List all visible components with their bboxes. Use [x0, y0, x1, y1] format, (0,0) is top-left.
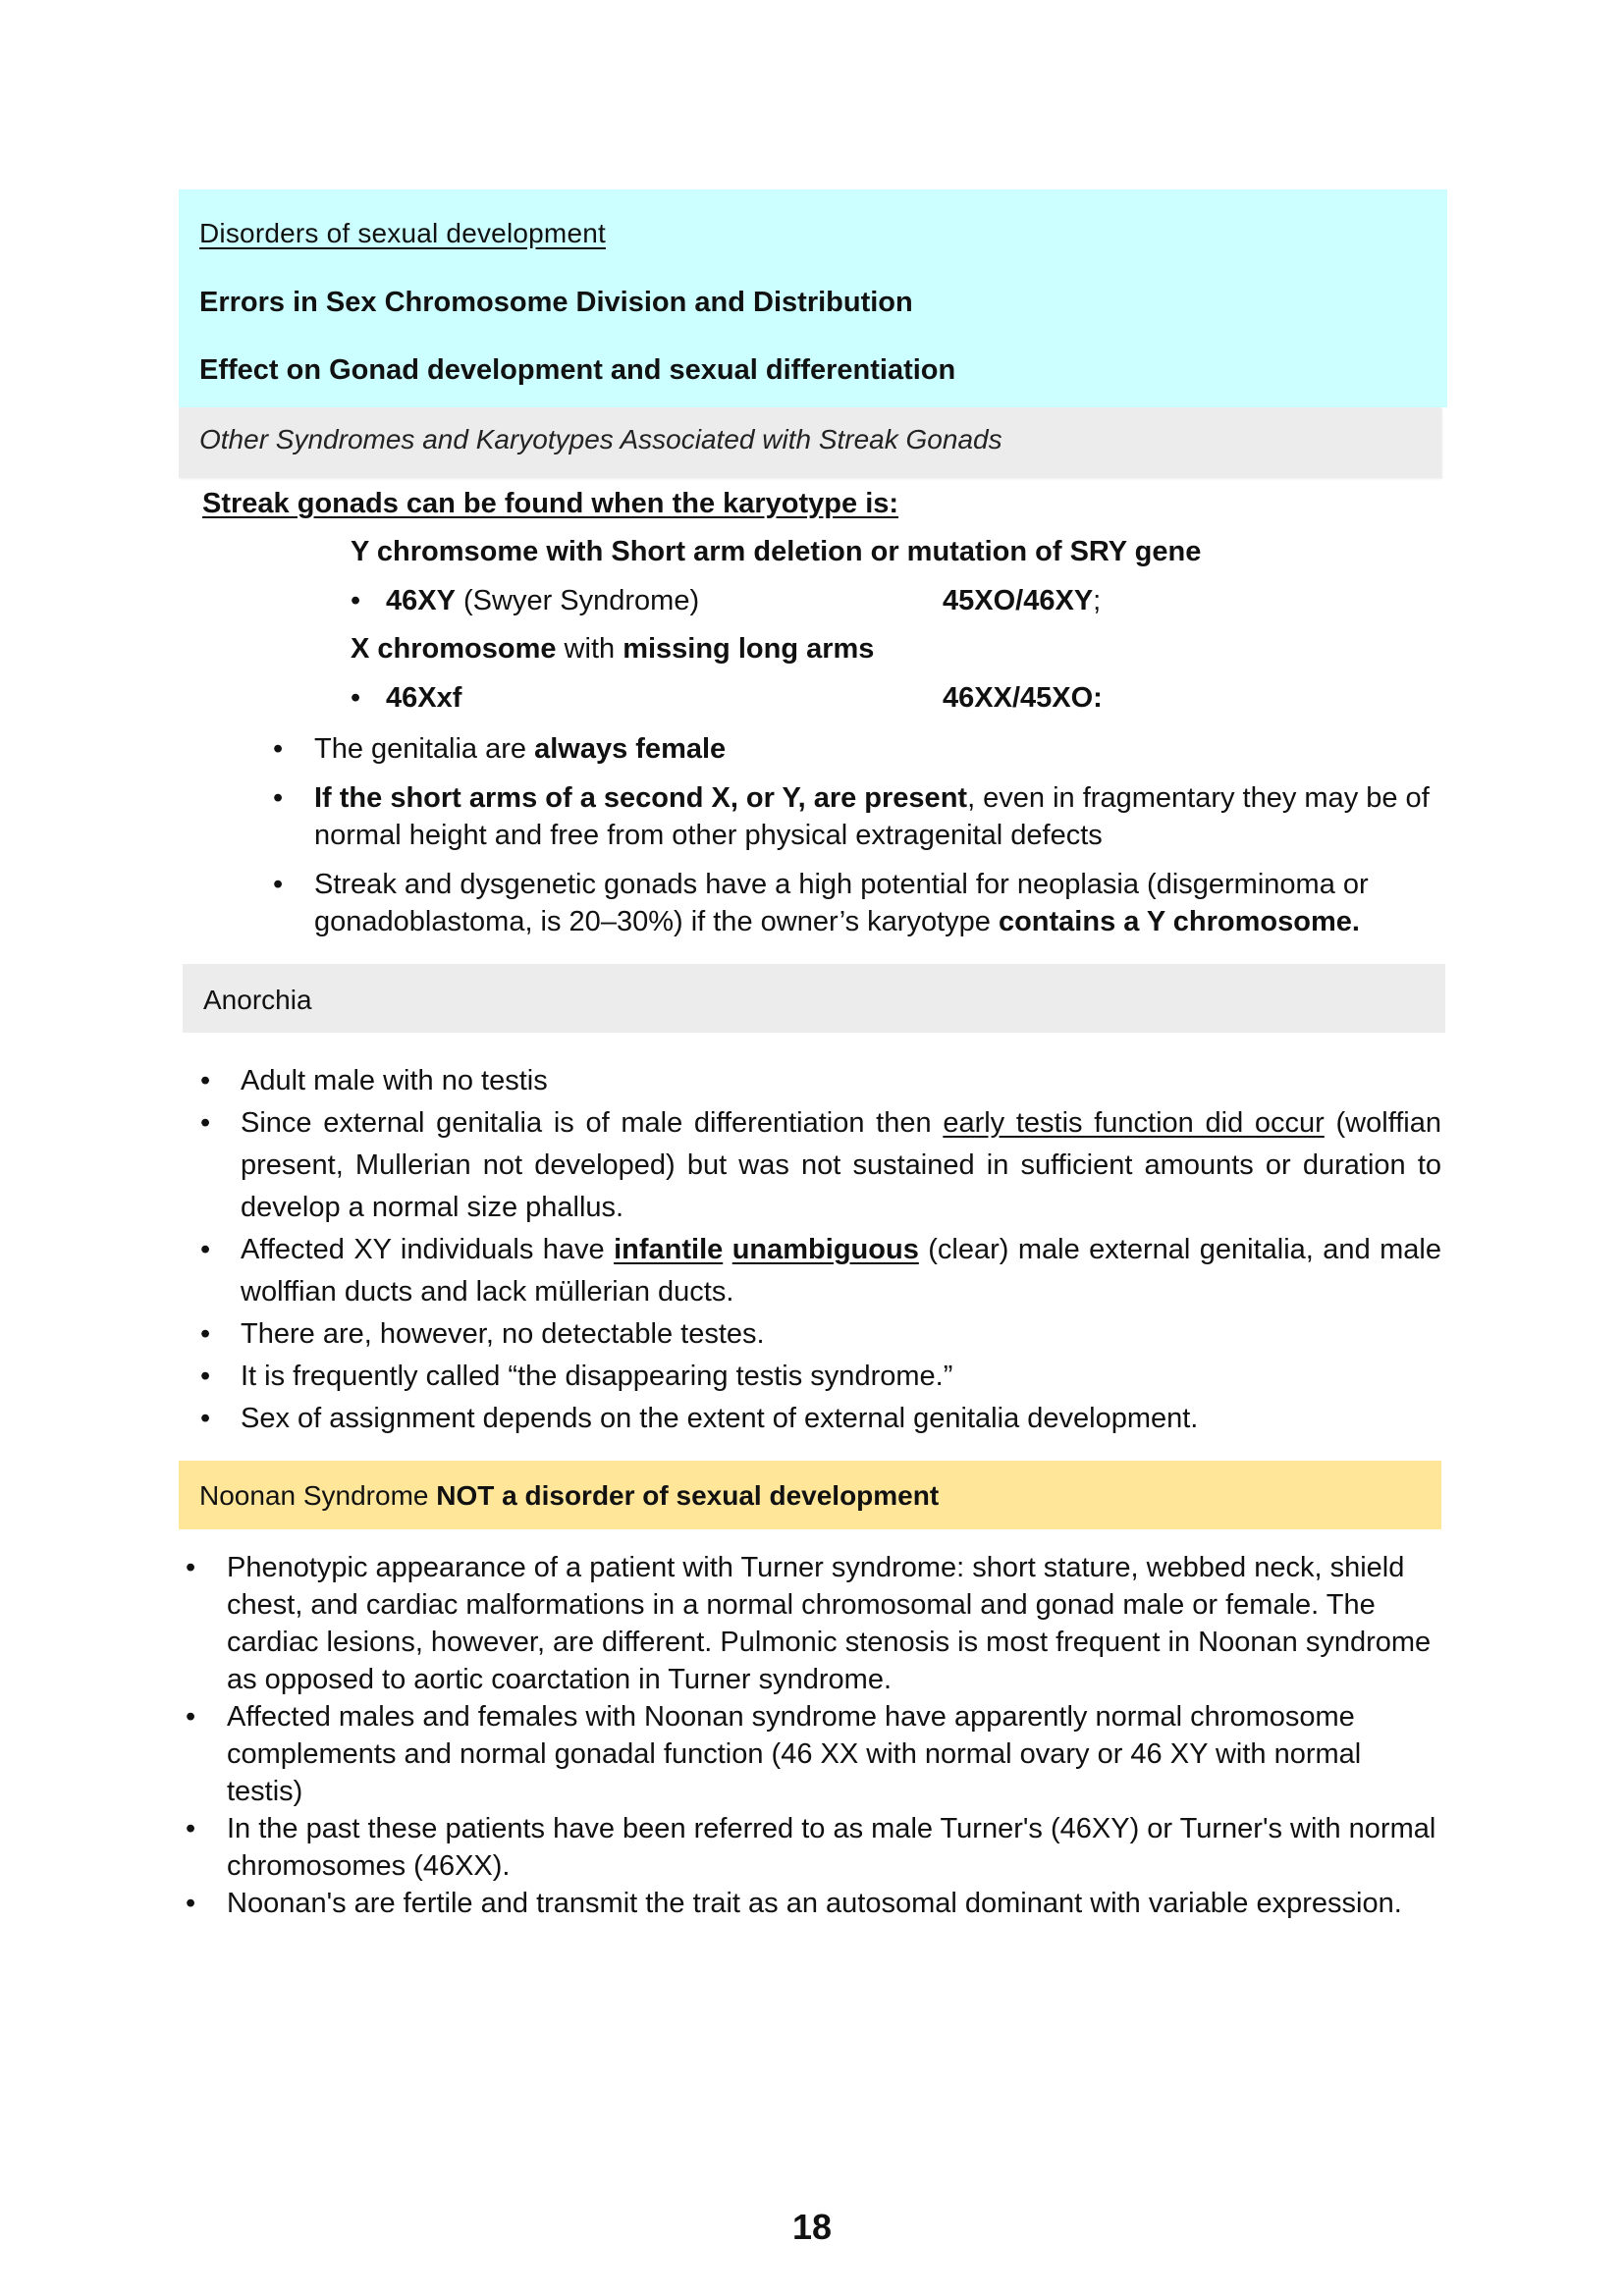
- list-item: • Since external genitalia is of male differentiation then early testis function did occur (wolffian present, Mullerian not developed) but was not sustained in sufficient amounts or duration to develop a normal size phallus.: [200, 1102, 1441, 1229]
- karyotype-46xy: [351, 585, 699, 617]
- list-item: • The genitalia are always female: [273, 730, 1451, 768]
- karyotype-45xo-punct: ;: [1093, 585, 1102, 616]
- section-heading-streak: Other Syndromes and Karyotypes Associated with Streak Gonads: [199, 424, 1002, 454]
- streak-points-list: [273, 730, 1451, 952]
- streak-heading: Streak gonads can be found when the karyotype is:: [202, 488, 899, 519]
- x-chromosome-line: [351, 633, 874, 666]
- list-item: • There are, however, no detectable testes.: [200, 1313, 1441, 1356]
- bullet-icon: •: [351, 585, 361, 616]
- noonan-heading-plain: Noonan Syndrome: [199, 1480, 437, 1511]
- document-title: Disorders of sexual development: [199, 218, 606, 248]
- karyotype-46xxf: [351, 682, 461, 715]
- anorchia-points-list: [200, 1060, 1441, 1440]
- karyotype-45xo-46xy: [943, 585, 1101, 617]
- list-item: • Phenotypic appearance of a patient with Turner syndrome: short stature, webbed neck, shield chest, and cardiac malformations in a normal chromosomal and gonad male or female. The cardiac lesions, however, are different. Pulmonic stenosis is most frequent in Noonan syndrome as opposed to aortic coarctation in Turner syndrome.: [186, 1549, 1442, 1698]
- noonan-heading-bold: NOT a disorder of sexual development: [436, 1480, 940, 1511]
- bullet-icon: •: [351, 682, 361, 714]
- list-item: • Noonan's are fertile and transmit the trait as an autosomal dominant with variable expression.: [186, 1885, 1442, 1922]
- header-subtitle-1: Errors in Sex Chromosome Division and Distribution: [199, 287, 913, 318]
- x-chromosome-label: X chromosome: [351, 633, 557, 665]
- karyotype-46xy-note: (Swyer Syndrome): [455, 585, 700, 616]
- noonan-heading: [199, 1480, 939, 1512]
- anorchia-heading-bar: [183, 964, 1445, 1033]
- list-item: • Adult male with no testis: [200, 1060, 1441, 1102]
- noonan-points-list: [186, 1549, 1442, 1922]
- y-chromosome-line: Y chromsome with Short arm deletion or mutation of SRY gene: [351, 536, 1202, 567]
- anorchia-heading: Anorchia: [203, 985, 312, 1015]
- list-item: • Streak and dysgenetic gonads have a high potential for neoplasia (disgerminoma or gonadoblastoma, is 20–30%) if the owner’s karyotype contains a Y chromosome.: [273, 866, 1451, 940]
- list-item: • Affected XY individuals have infantile unambiguous (clear) male external genitalia, and male wolffian ducts and lack müllerian ducts.: [200, 1229, 1441, 1313]
- x-chromosome-mid: with: [556, 633, 623, 665]
- list-item: • It is frequently called “the disappearing testis syndrome.”: [200, 1356, 1441, 1398]
- karyotype-46xxf-label: 46Xxf: [386, 682, 462, 714]
- list-item: • If the short arms of a second X, or Y, are present, even in fragmentary they may be of normal height and free from other physical extragenital defects: [273, 779, 1451, 854]
- header-subtitle-2: Effect on Gonad development and sexual differentiation: [199, 354, 956, 386]
- karyotype-46xy-label: 46XY: [386, 585, 456, 616]
- karyotype-46xx-45xo: 46XX/45XO:: [943, 682, 1103, 714]
- list-item: • In the past these patients have been referred to as male Turner's (46XY) or Turner's with normal chromosomes (46XX).: [186, 1810, 1442, 1885]
- list-item: • Sex of assignment depends on the extent of external genitalia development.: [200, 1398, 1441, 1440]
- x-chromosome-missing: missing long arms: [623, 633, 875, 665]
- page-number: 18: [791, 2207, 833, 2247]
- list-item: • Affected males and females with Noonan syndrome have apparently normal chromosome complements and normal gonadal function (46 XX with normal ovary or 46 XY with normal testis): [186, 1698, 1442, 1810]
- karyotype-45xo-label: 45XO/46XY: [943, 585, 1094, 616]
